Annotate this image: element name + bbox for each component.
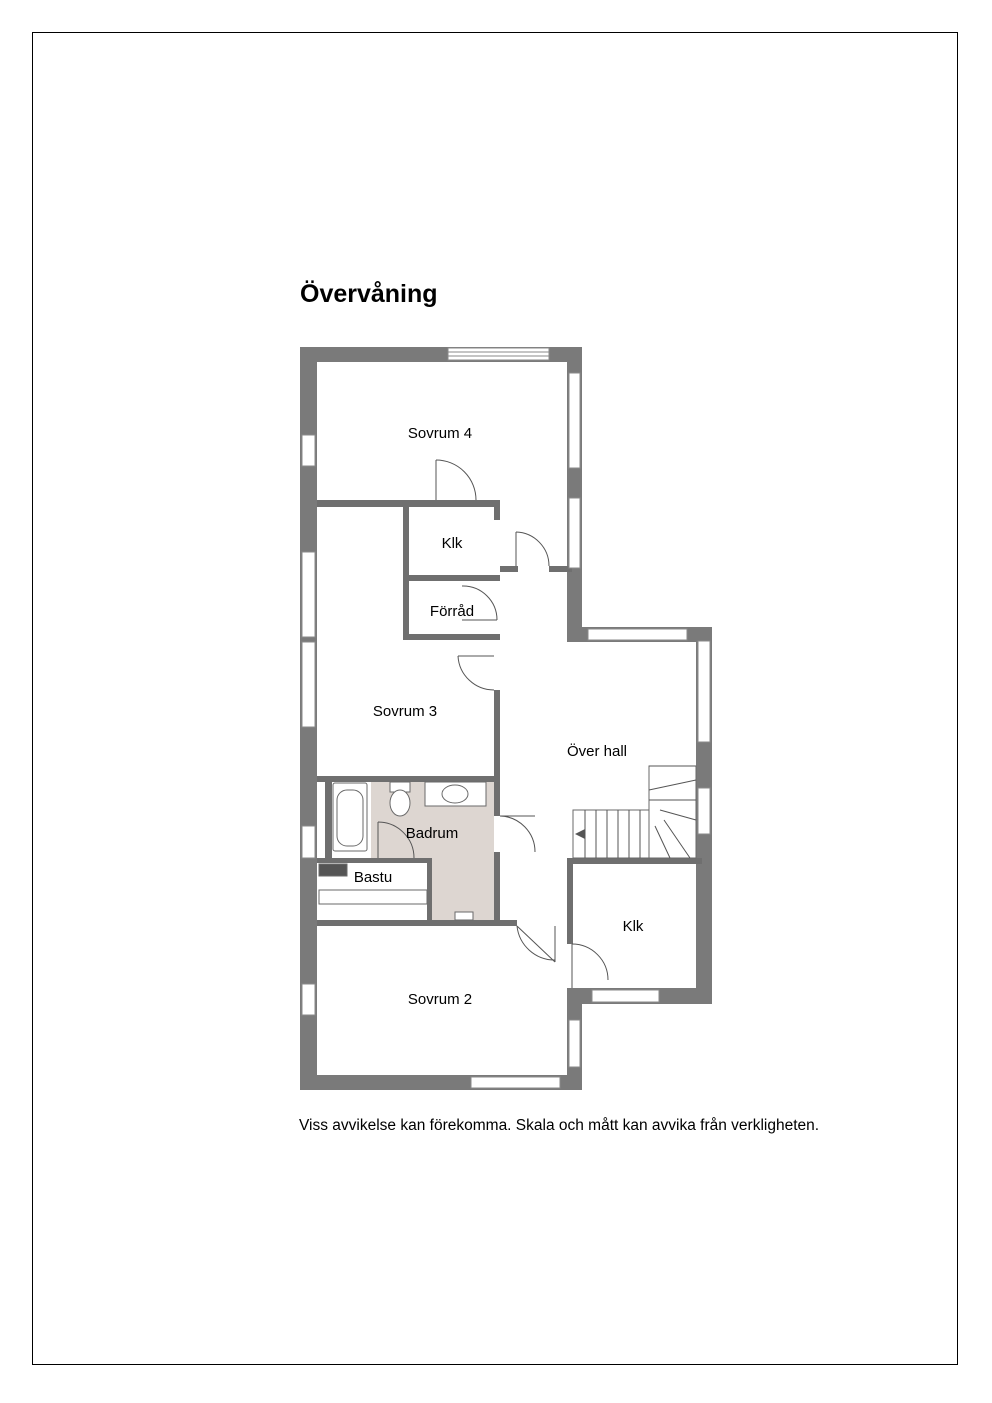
room-label-forrad: Förråd bbox=[429, 603, 475, 620]
room-label-sovrum4: Sovrum 4 bbox=[407, 425, 473, 442]
room-label-sovrum2: Sovrum 2 bbox=[407, 991, 473, 1008]
room-label-klk-right: Klk bbox=[622, 918, 644, 935]
room-label-badrum: Badrum bbox=[405, 825, 459, 842]
outer-walls bbox=[300, 347, 712, 1090]
windows bbox=[302, 348, 710, 1088]
room-label-klk-top: Klk bbox=[441, 535, 463, 552]
room-label-over-hall: Över hall bbox=[566, 743, 628, 760]
room-label-sovrum3: Sovrum 3 bbox=[372, 703, 438, 720]
disclaimer-text: Viss avvikelse kan förekomma. Skala och mått kan avvika från verkligheten. bbox=[299, 1117, 820, 1134]
room-label-bastu: Bastu bbox=[353, 869, 393, 886]
staircase bbox=[573, 766, 696, 858]
page-title: Övervåning bbox=[300, 280, 438, 308]
